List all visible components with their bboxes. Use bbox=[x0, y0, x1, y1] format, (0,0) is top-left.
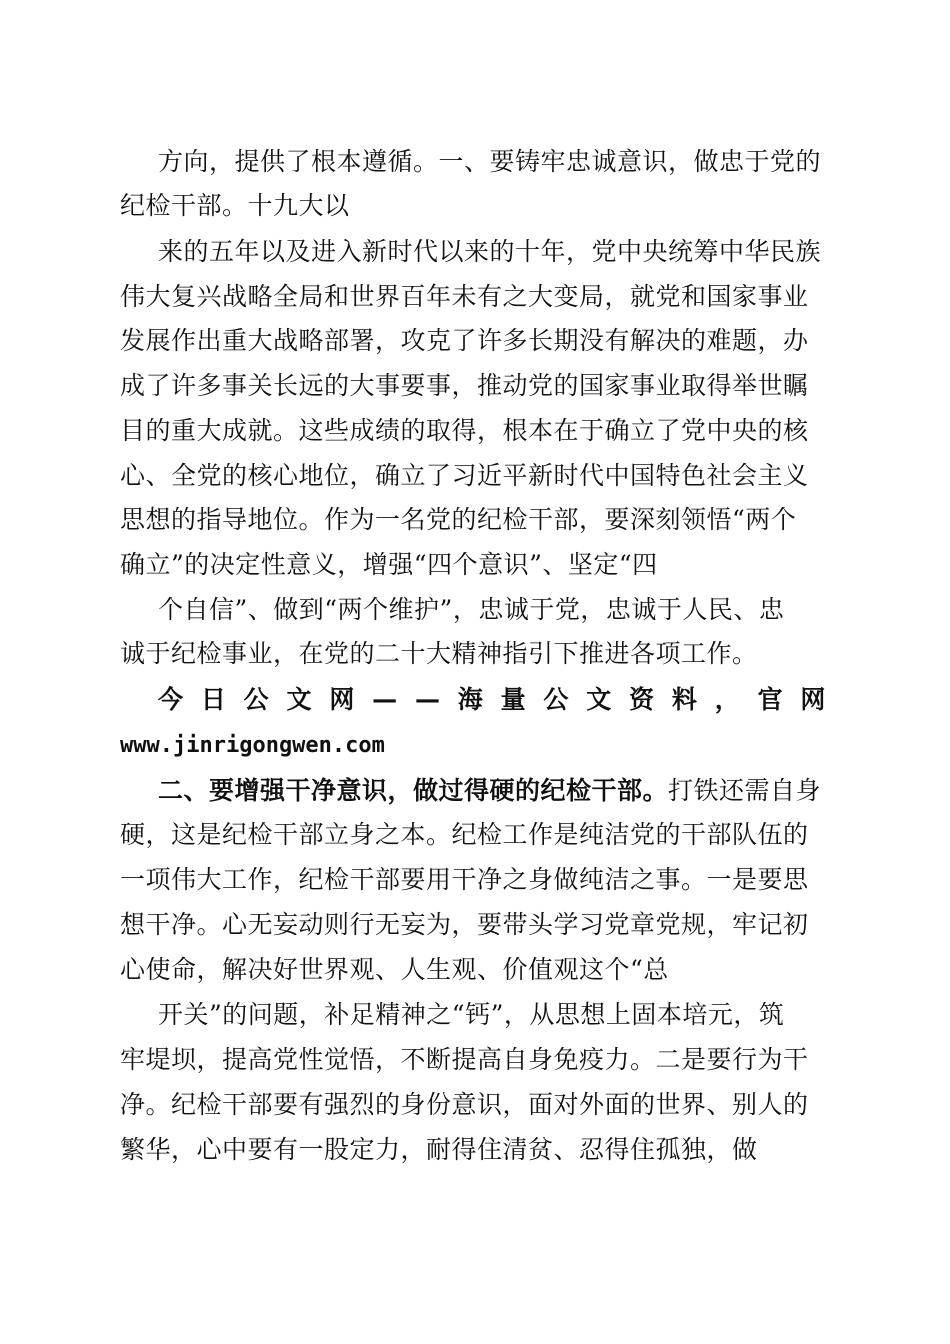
watermark-char: 官 bbox=[757, 685, 784, 714]
body-line: 硬，这是纪检干部立身之本。纪检工作是纯洁党的干部队伍的 bbox=[120, 820, 809, 849]
body-line: 成了许多事关长远的大事要事，推动党的国家事业取得举世瞩 bbox=[120, 371, 809, 400]
body-line: 伟大复兴战略全局和世界百年未有之大变局，就党和国家事业 bbox=[120, 282, 809, 311]
watermark-char: 文 bbox=[286, 685, 312, 714]
body-line: 繁华，心中要有一股定力，耐得住清贫、忍得住孤独，做 bbox=[120, 1135, 758, 1164]
body-line: 目的重大成就。这些成绩的取得，根本在于确立了党中央的核 bbox=[120, 416, 809, 445]
body-line: 心使命，解决好世界观、人生观、价值观这个“总 bbox=[120, 955, 669, 984]
body-line: 来的五年以及进入新时代以来的十年，党中央统筹中华民族 bbox=[158, 237, 822, 266]
body-line: 发展作出重大战略部署，攻克了许多长期没有解决的难题，办 bbox=[120, 326, 809, 355]
body-line: 牢堤坝，提高党性觉悟，不断提高自身免疫力。二是要行为干 bbox=[120, 1045, 809, 1074]
watermark-char: — bbox=[414, 685, 441, 714]
watermark-char: 文 bbox=[586, 685, 612, 714]
watermark-char: — bbox=[372, 685, 398, 714]
watermark-char: 量 bbox=[500, 685, 527, 714]
watermark-char: 日 bbox=[200, 685, 227, 714]
watermark-char: 公 bbox=[243, 685, 270, 714]
body-line: 纪检干部。十九大以 bbox=[120, 191, 350, 220]
body-line: 个自信”、做到“两个维护”，忠诚于党，忠诚于人民、忠 bbox=[158, 595, 785, 624]
watermark-char: 料 bbox=[671, 685, 698, 714]
watermark-char: 网 bbox=[800, 685, 826, 714]
watermark-char: 公 bbox=[543, 685, 569, 714]
body-line: 确立”的决定性意义，增强“四个意识”、坚定“四 bbox=[120, 550, 658, 579]
watermark-char: 资 bbox=[629, 685, 655, 714]
body-line: 方向，提供了根本遵循。一、要铸牢忠诚意识，做忠于党的 bbox=[158, 147, 822, 176]
section-heading: 二、要增强干净意识，做过得硬的纪检干部。 bbox=[158, 776, 669, 805]
body-line: 思想的指导地位。作为一名党的纪检干部，要深刻领悟“两个 bbox=[120, 505, 797, 534]
section-heading-tail: 打铁还需自身 bbox=[668, 776, 822, 805]
body-line: 心、全党的核心地位，确立了习近平新时代中国特色社会主义 bbox=[120, 461, 809, 490]
watermark-char: 网 bbox=[329, 685, 355, 714]
section-heading-line bbox=[158, 771, 821, 811]
watermark-char: 海 bbox=[457, 685, 484, 714]
watermark-char: 今 bbox=[158, 685, 184, 714]
body-line: 净。纪检干部要有强烈的身份意识，面对外面的世界、别人的 bbox=[120, 1090, 809, 1119]
body-line: 想干净。心无妄动则行无妄为，要带头学习党章党规，牢记初 bbox=[120, 910, 809, 939]
body-line: 一项伟大工作，纪检干部要用干净之身做纯洁之事。一是要思 bbox=[120, 865, 809, 894]
body-line: 开关”的问题，补足精神之“钙”，从思想上固本培元，筑 bbox=[158, 1000, 785, 1029]
watermark-url: www.jinrigongwen.com bbox=[120, 733, 385, 758]
watermark-char: ， bbox=[714, 685, 741, 714]
watermark-line bbox=[158, 680, 826, 720]
body-line: 诚于纪检事业，在党的二十大精神指引下推进各项工作。 bbox=[120, 639, 758, 668]
